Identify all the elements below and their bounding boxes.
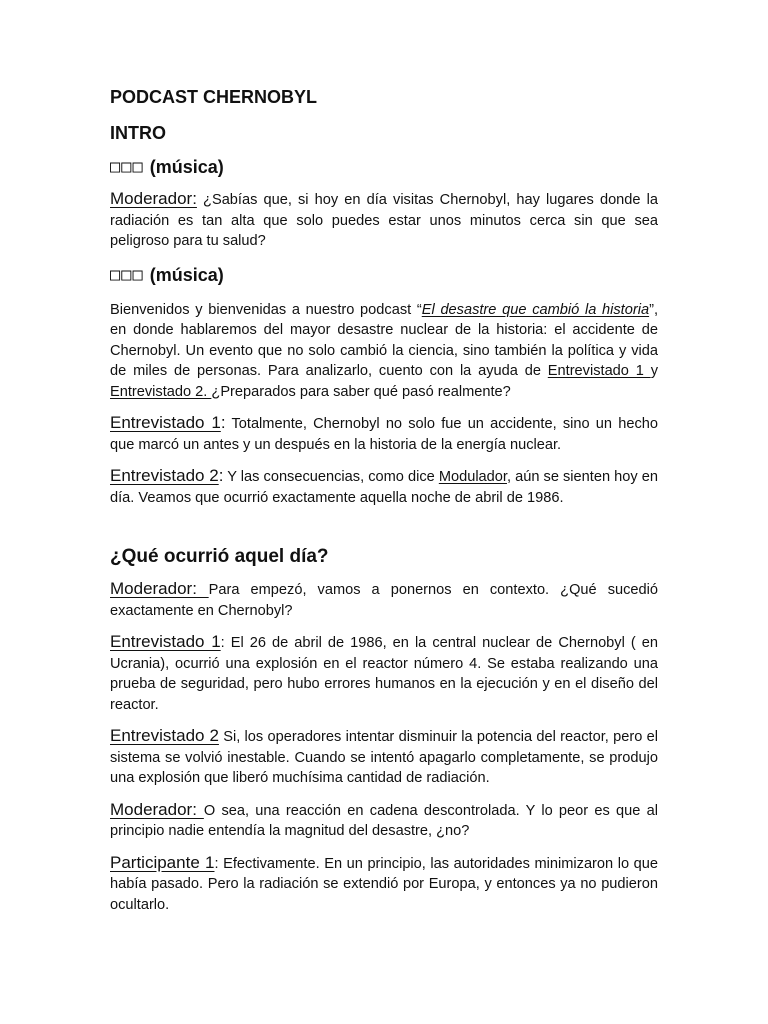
speaker-label: Moderador: — [110, 579, 209, 598]
paragraph-entrevistado-1 — [110, 413, 658, 455]
paragraph-text: : Efectivamente. En un principio, las autoridades minimizaron lo que había pasado. Pero la radiación se extendió por Europa, y entonces ya no pudieron ocultarlo. — [110, 855, 659, 913]
paragraph-text: Bienvenidos y bienvenidas a nuestro podcast “ — [110, 301, 422, 318]
speaker-colon: : — [220, 413, 226, 432]
music-cue — [110, 156, 658, 178]
paragraph-welcome — [110, 300, 658, 403]
speaker-label: Moderador: — [110, 189, 197, 208]
guest-name-1: Entrevistado 1 — [547, 363, 651, 379]
paragraph-text: Si, los operadores intentar disminuir la potencia del reactor, pero el sistema se volvió inestable. Cuando se intentó apagarlo completamente, se produjo una explosión que liberó muchísima cantidad de radiación. — [110, 729, 658, 786]
paragraph-text: O sea, una reacción en cadena descontrolada. Y lo peor es que al principio nadie entendía la magnitud del desastre, ¿no? — [110, 802, 658, 839]
speaker-label: Entrevistado 2 — [110, 726, 219, 745]
placeholder-glyphs: □□□ — [110, 157, 144, 177]
paragraph-text: ¿Sabías que, si hoy en día visitas Chernobyl, hay lugares donde la radiación es tan alta que solo puedes estar unos minutos cerca sin que sea peligroso para tu salud? — [110, 192, 658, 249]
moderator-reference: Modulador — [438, 469, 507, 485]
paragraph-text: : El 26 de abril de 1986, en la central nuclear de Chernobyl ( en Ucrania), ocurrió una explosión en el reactor número 4. Se estaba realizando una prueba de seguridad, pero hubo errores humanos en la ejecución y en el diseño del reactor. — [110, 635, 658, 713]
speaker-label: Entrevistado 1 — [110, 413, 221, 432]
paragraph-text: y — [650, 363, 658, 379]
speaker-colon: : — [218, 466, 224, 485]
speaker-label: Moderador: — [110, 799, 204, 819]
paragraph-text: ”, en donde hablaremos del mayor desastre nuclear de la historia: el accidente de Chernobyl. Un evento que no solo cambió la ciencia, sino también la política y vida de miles de personas. Para analizarlo, cuento con la ayuda de — [110, 301, 658, 379]
podcast-title: El desastre que cambió la historia — [421, 301, 650, 318]
paragraph-moderador-context — [110, 579, 658, 621]
music-label: (música) — [149, 264, 224, 285]
paragraph-entrevistado-2 — [110, 466, 658, 508]
music-label: (música) — [149, 157, 224, 177]
paragraph-moderador-question — [110, 189, 658, 252]
speaker-label: Entrevistado 2 — [110, 466, 219, 485]
paragraph-moderador-chain-reaction — [110, 800, 658, 842]
paragraph-text: ¿Preparados para saber qué pasó realmente? — [211, 383, 511, 400]
placeholder-glyphs: □□□ — [110, 264, 144, 285]
speaker-label: Entrevistado 1 — [110, 632, 221, 651]
intro-heading: INTRO — [110, 123, 166, 143]
paragraph-participante-1 — [110, 853, 658, 916]
section-title: ¿Qué ocurrió aquel día? — [110, 546, 329, 567]
document-title: PODCAST CHERNOBYL — [110, 87, 318, 107]
speaker-label: Participante 1 — [110, 852, 215, 872]
music-cue — [110, 264, 658, 286]
paragraph-text: , aún se sienten hoy en día. Veamos que ocurrió exactamente aquella noche de abril de 1986. — [110, 469, 658, 506]
paragraph-text: Y las consecuencias, como dice — [223, 469, 439, 485]
guest-name-2: Entrevistado 2. — [110, 383, 212, 400]
paragraph-entrevistado-2-operators — [110, 726, 658, 789]
paragraph-entrevistado-1-explosion — [110, 632, 658, 715]
paragraph-text: Para empezó, vamos a ponernos en contexto. ¿Qué sucedió exactamente en Chernobyl? — [110, 582, 658, 619]
paragraph-text: Totalmente, Chernobyl no solo fue un accidente, sino un hecho que marcó un antes y un después en la historia de la energía nuclear. — [110, 416, 658, 453]
